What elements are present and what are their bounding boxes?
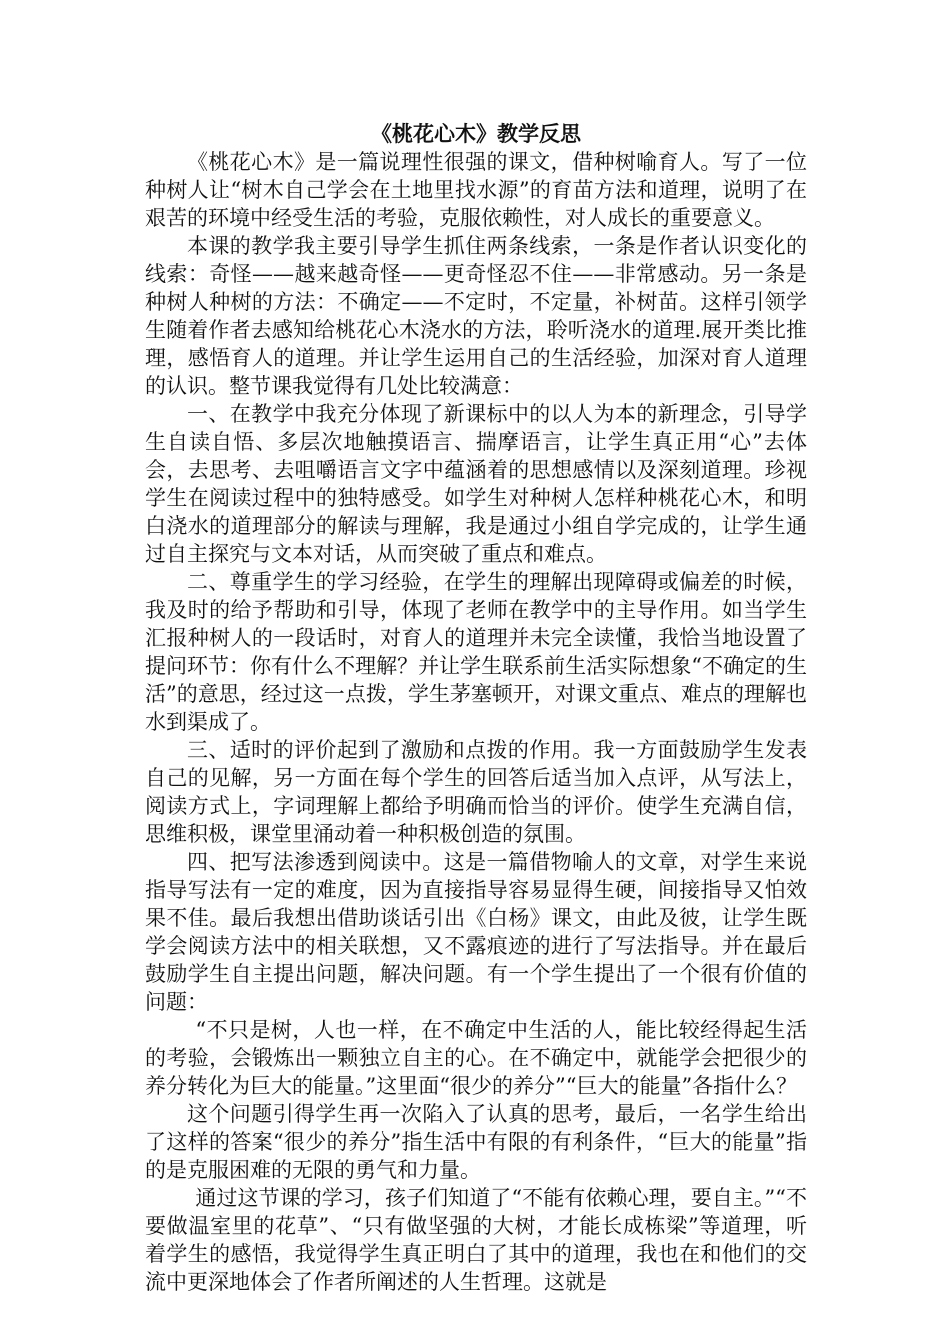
paragraph-conclusion: 通过这节课的学习，孩子们知道了“不能有依赖心理，要自主。”“不要做温室里的花草”、“只有做坚强的大树，才能长成栋梁”等道理，听着学生的感悟，我觉得学生真正明白了其中的道理，我也在和他们的交流中更深地体会了作者所阐述的人生哲理。这就是 — [145, 1186, 807, 1294]
paragraph-intro: 《桃花心木》是一篇说理性很强的课文，借种树喻育人。写了一位种树人让“树木自己学会在土地里找水源”的育苗方法和道理，说明了在艰苦的环境中经受生活的考验，克服依赖性，对人成长的重要意义。 — [145, 150, 807, 230]
paragraph-point-two: 二、尊重学生的学习经验，在学生的理解出现障碍或偏差的时候，我及时的给予帮助和引导，体现了老师在教学中的主导作用。如当学生汇报种树人的一段话时，对育人的道理并未完全读懂，我恰当地设置了提问环节：你有什么不理解？并让学生联系前生活实际想象“不确定的生活”的意思，经过这一点拨，学生茅塞顿开，对课文重点、难点的理解也水到渠成了。 — [145, 570, 807, 734]
paragraph-point-four: 四、把写法渗透到阅读中。这是一篇借物喻人的文章，对学生来说指导写法有一定的难度，因为直接指导容易显得生硬，间接指导又怕效果不佳。最后我想出借助谈话引出《白杨》课文，由此及彼，让学生既学会阅读方法中的相关联想，又不露痕迹的进行了写法指导。并在最后鼓励学生自主提出问题，解决问题。有一个学生提出了一个很有价值的问题： — [145, 850, 807, 1014]
paragraph-teaching-threads: 本课的教学我主要引导学生抓住两条线索，一条是作者认识变化的线索：奇怪——越来越奇怪——更奇怪忍不住——非常感动。另一条是种树人种树的方法：不确定——不定时，不定量，补树苗。这样引领学生随着作者去感知给桃花心木浇水的方法，聆听浇水的道理.展开类比推理，感悟育人的道理。并让学生运用自己的生活经验，加深对育人道理的认识。整节课我觉得有几处比较满意： — [145, 234, 807, 398]
paragraph-student-answer: 这个问题引得学生再一次陷入了认真的思考，最后，一名学生给出了这样的答案“很少的养分”指生活中有限的有利条件，“巨大的能量”指的是克服困难的无限的勇气和力量。 — [145, 1102, 807, 1182]
paragraph-point-one: 一、在教学中我充分体现了新课标中的以人为本的新理念，引导学生自读自悟、多层次地触摸语言、揣摩语言，让学生真正用“心”去体会，去思考、去咀嚼语言文字中蕴涵着的思想感情以及深刻道理。珍视学生在阅读过程中的独特感受。如学生对种树人怎样种桃花心木，和明白浇水的道理部分的解读与理解，我是通过小组自学完成的，让学生通过自主探究与文本对话，从而突破了重点和难点。 — [145, 402, 807, 566]
document-title: 《桃花心木》教学反思 — [371, 121, 581, 146]
paragraph-point-three: 三、适时的评价起到了激励和点拨的作用。我一方面鼓励学生发表自己的见解，另一方面在每个学生的回答后适当加入点评，从写法上，阅读方式上，字词理解上都给予明确而恰当的评价。使学生充满自信，思维积极，课堂里涌动着一种积极创造的氛围。 — [145, 738, 807, 846]
paragraph-student-question: “不只是树，人也一样，在不确定中生活的人，能比较经得起生活的考验，会锻炼出一颗独立自主的心。在不确定中，就能学会把很少的养分转化为巨大的能量。”这里面“很少的养分”“巨大的能量”各指什么？ — [145, 1018, 807, 1098]
document-body — [145, 120, 807, 1296]
